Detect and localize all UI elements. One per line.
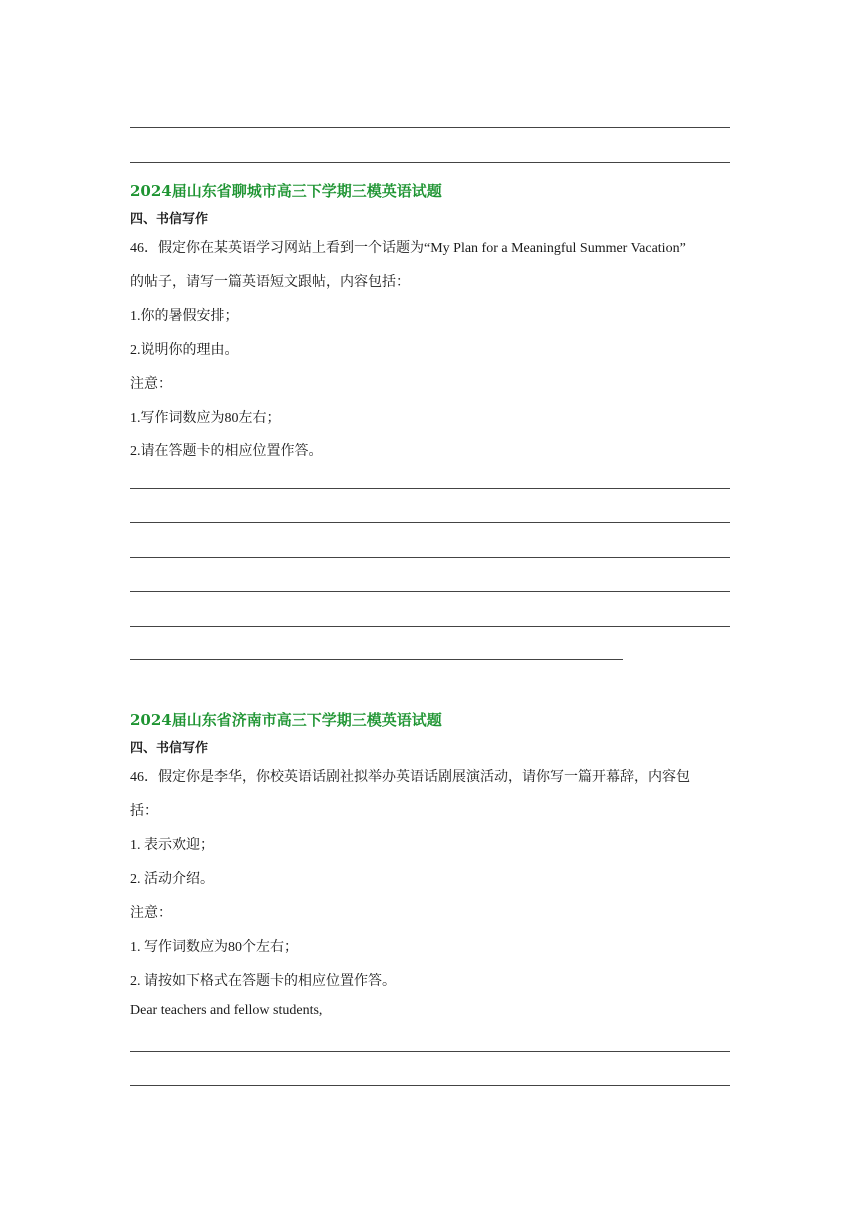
question-line: 注意： (130, 377, 172, 392)
section-2-heading: 四、书信写作 (130, 741, 209, 756)
answer-line (130, 1051, 730, 1052)
question-line: 2. 活动介绍。 (130, 872, 214, 887)
answer-line (130, 127, 730, 128)
section-2-title: 2024届山东省济南市高三下学期三模英语试题 (130, 711, 442, 729)
answer-line (130, 557, 730, 558)
answer-line (130, 591, 730, 592)
answer-line (130, 626, 730, 627)
salutation: Dear teachers and fellow students, (130, 1003, 323, 1018)
question-line: 2. 请按如下格式在答题卡的相应位置作答。 (130, 974, 396, 989)
question-line: 注意： (130, 906, 172, 921)
question-line: 46．假定你是李华，你校英语话剧社拟举办英语话剧展演活动，请你写一篇开幕辞，内容包 (130, 770, 690, 785)
question-line: 1. 表示欢迎； (130, 838, 214, 853)
answer-line (130, 1085, 730, 1086)
answer-line (130, 162, 730, 163)
answer-line (130, 522, 730, 523)
answer-line (130, 488, 730, 489)
section-1-title: 2024届山东省聊城市高三下学期三模英语试题 (130, 182, 442, 200)
answer-line (130, 659, 623, 660)
question-line: 1. 写作词数应为80个左右； (130, 940, 298, 955)
section-1-heading: 四、书信写作 (130, 212, 209, 227)
question-line: 2.请在答题卡的相应位置作答。 (130, 444, 323, 459)
question-line: 1.写作词数应为80左右； (130, 411, 281, 426)
question-line: 2.说明你的理由。 (130, 343, 239, 358)
question-line: 括： (130, 804, 158, 819)
question-line: 的帖子，请写一篇英语短文跟帖，内容包括： (130, 275, 410, 290)
question-line: 46．假定你在某英语学习网站上看到一个话题为“My Plan for a Meaningful Summer Vacation” (130, 241, 686, 256)
question-line: 1.你的暑假安排； (130, 309, 239, 324)
